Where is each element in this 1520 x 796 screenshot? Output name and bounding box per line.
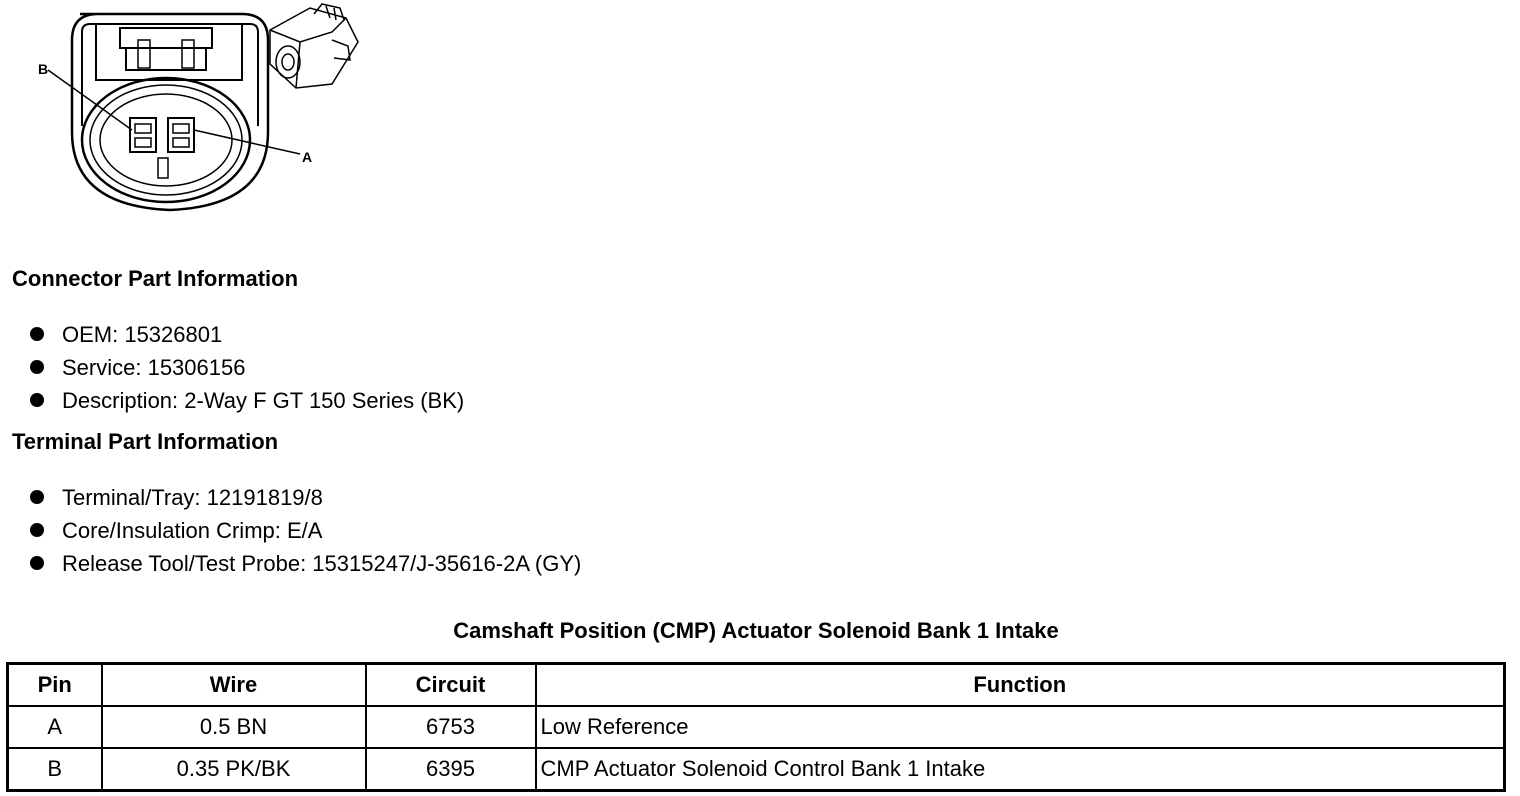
table-row bbox=[8, 748, 1505, 791]
connector-3d-view bbox=[270, 4, 358, 88]
cell-pin: A bbox=[8, 706, 102, 748]
bullet-icon bbox=[30, 393, 44, 407]
list-item: OEM: 15326801 bbox=[28, 318, 464, 351]
cell-wire: 0.35 PK/BK bbox=[102, 748, 366, 791]
pin-label-b: B bbox=[38, 61, 49, 77]
list-item: Service: 15306156 bbox=[28, 351, 464, 384]
connector-part-info-heading: Connector Part Information bbox=[12, 266, 299, 291]
connector-face-oval bbox=[82, 78, 250, 202]
list-item: Release Tool/Test Probe: 15315247/J-35616-2A (GY) bbox=[28, 547, 581, 580]
table-caption: Camshaft Position (CMP) Actuator Solenoid Bank 1 Intake bbox=[453, 618, 1059, 643]
connector-diagram bbox=[0, 0, 380, 225]
header-circuit: Circuit bbox=[366, 664, 536, 707]
table-row bbox=[8, 706, 1505, 748]
cell-wire: 0.5 BN bbox=[102, 706, 366, 748]
cell-function: CMP Actuator Solenoid Control Bank 1 Intake bbox=[536, 748, 1505, 791]
cell-circuit: 6753 bbox=[366, 706, 536, 748]
cell-function: Low Reference bbox=[536, 706, 1505, 748]
terminal-part-info-heading: Terminal Part Information bbox=[12, 429, 279, 454]
pin-label-a: A bbox=[302, 149, 313, 165]
terminal-b bbox=[130, 118, 156, 152]
list-item: Description: 2-Way F GT 150 Series (BK) bbox=[28, 384, 464, 417]
bullet-icon bbox=[30, 556, 44, 570]
cell-pin: B bbox=[8, 748, 102, 791]
header-function: Function bbox=[536, 664, 1505, 707]
connector-part-info-list bbox=[28, 318, 464, 417]
table-header-row bbox=[8, 664, 1505, 707]
pinout-table bbox=[6, 662, 1506, 792]
cell-circuit: 6395 bbox=[366, 748, 536, 791]
header-pin: Pin bbox=[8, 664, 102, 707]
bullet-icon bbox=[30, 327, 44, 341]
list-item: Terminal/Tray: 12191819/8 bbox=[28, 481, 581, 514]
terminal-part-info-list bbox=[28, 481, 581, 580]
bullet-icon bbox=[30, 523, 44, 537]
list-item: Core/Insulation Crimp: E/A bbox=[28, 514, 581, 547]
header-wire: Wire bbox=[102, 664, 366, 707]
bullet-icon bbox=[30, 490, 44, 504]
bullet-icon bbox=[30, 360, 44, 374]
terminal-a bbox=[168, 118, 194, 152]
